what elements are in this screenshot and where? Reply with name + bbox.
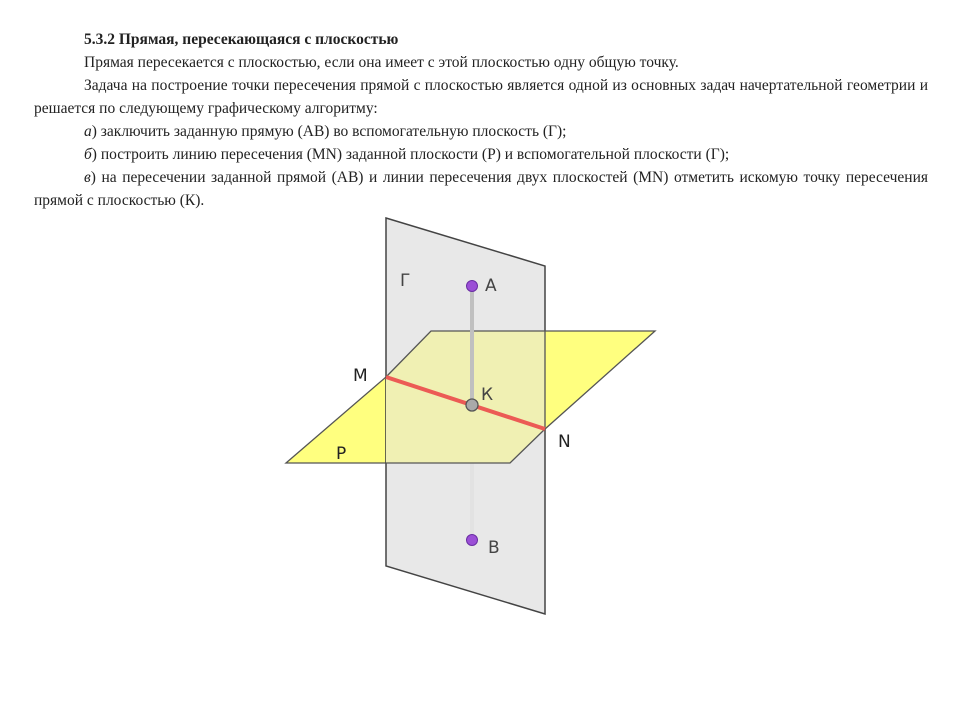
step-a-marker: а <box>84 123 92 140</box>
label-point-m: М <box>353 366 368 386</box>
step-b-text: ) построить линию пересечения (MN) заданной плоскости (Р) и вспомогательной плоскости (Г); <box>91 146 730 163</box>
label-point-a: А <box>485 276 497 296</box>
definition-paragraph: Прямая пересекается с плоскостью, если она имеет с этой плоскостью одну общую точку. <box>84 54 679 71</box>
label-point-n: N <box>558 432 571 452</box>
step-c-marker: в <box>84 169 91 186</box>
step-b-marker: б <box>84 146 92 163</box>
section-heading: 5.3.2 Прямая, пересекающаяся с плоскостью <box>84 31 399 48</box>
intro-paragraph: Задача на построение точки пересечения прямой с плоскостью является одной из основных задач начертательной геометрии и решается по следующему графическому алгоритму: <box>34 77 928 117</box>
label-plane-gamma: Г <box>400 271 411 291</box>
point-k <box>466 399 478 411</box>
label-point-k: К <box>481 385 494 405</box>
point-b <box>467 535 478 546</box>
label-point-b: В <box>488 538 500 558</box>
step-c-text: ) на пересечении заданной прямой (АВ) и линии пересечения двух плоскостей (MN) отметить искомую точку пересечения прямой с плоскостью (К). <box>34 169 928 209</box>
step-a-text: ) заключить заданную прямую (АВ) во вспомогательную плоскость (Г); <box>91 123 567 140</box>
plane-p-right <box>545 331 655 429</box>
point-a <box>467 281 478 292</box>
label-plane-p: Р <box>336 444 347 464</box>
